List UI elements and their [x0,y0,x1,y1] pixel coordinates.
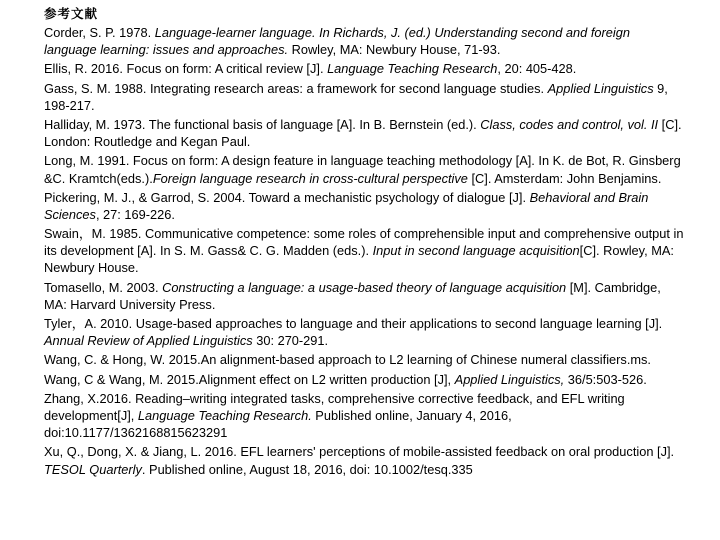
reference-text: Tomasello, M. 2003. [44,279,163,295]
reference-text: Wang, C & Wang, M. 2015.Alignment effect on L2 written production [J], [44,371,455,387]
reference-entry [44,279,684,313]
reference-entry [44,315,684,349]
references-page [44,5,684,480]
reference-italic-text: Language-learner language. In Richards, J. (ed.) Understanding second and foreign language learning: issues and approaches. [44,25,630,58]
reference-italic-text: Input in second language acquisition [372,243,580,259]
reference-text: [C]. London: Routledge and Kegan Paul. [44,117,682,150]
reference-entry [44,24,684,58]
reference-text: Tyler，A. 2010. Usage-based approaches to language and their applications to second language learning [J]. [44,316,663,331]
reference-text: Wang, C. & Hong, W. 2015.An alignment-based approach to L2 learning of Chinese numeral classifiers.ms. [44,352,651,368]
reference-text: Corder, S. P. 1978. [44,25,155,40]
reference-text: , 27: 169-226. [95,206,175,222]
reference-text: Zhang, X.2016. Reading–writing integrated tasks, comprehensive corrective feedback, and EFL writing development[J], [44,390,625,424]
reference-text: Xu, Q., Dong, X. & Jiang, L. 2016. EFL learners' perceptions of mobile-assisted feedback on oral production [J]. [44,444,675,460]
reference-entry [44,80,684,114]
reference-entry [44,60,684,77]
reference-italic-text: Language Teaching Research [327,61,498,77]
reference-text: . Published online, August 18, 2016, doi: 10.1002/tesq.335 [141,461,473,477]
reference-italic-text: Annual Review of Applied Linguistics [44,333,253,349]
reference-text: Ellis, R. 2016. Focus on form: A critical review [J]. [44,61,328,77]
reference-text: Rowley, MA: Newbury House, 71-93. [288,42,501,58]
references-heading: 参考文献 [44,7,99,21]
reference-entry [44,152,684,186]
reference-italic-text: Applied Linguistics, [454,371,565,387]
reference-text: [C]. Rowley, MA: Newbury House. [44,243,674,276]
reference-italic-text: Constructing a language: a usage-based theory of language acquisition [162,279,567,295]
reference-entry [44,351,684,368]
reference-entry [44,371,684,388]
reference-entry [44,225,684,276]
reference-text: Swain，M. 1985. Communicative competence: some roles of comprehensible input and comprehensive output in its development [A]. In S. M. Gass& C. G. Madden (eds.). [44,226,684,259]
reference-text: Published online, January 4, 2016, doi:10.1177/1362168815623291 [44,408,512,441]
reference-text: Long, M. 1991. Focus on form: A design feature in language teaching methodology [A]. In K. de Bot, R. Ginsberg &C. Kramtch(eds.). [44,153,681,186]
reference-text: 36/5:503-526. [564,371,647,387]
reference-text: Gass, S. M. 1988. Integrating research areas: a framework for second language studies. [44,80,548,96]
reference-text: 30: 270-291. [252,333,329,349]
reference-italic-text: Class, codes and control, vol. II [480,117,659,133]
reference-italic-text: Foreign language research in cross-cultural perspective [152,170,468,186]
reference-text: Halliday, M. 1973. The functional basis of language [A]. In B. Bernstein (ed.). [44,117,481,133]
reference-italic-text: Behavioral and Brain Sciences [44,189,649,222]
reference-list [44,24,684,478]
reference-text: , 20: 405-428. [497,61,577,77]
reference-entry [44,390,684,441]
reference-entry [44,116,684,150]
reference-text: [M]. Cambridge, MA: Harvard University Press. [44,279,661,312]
reference-italic-text: Applied Linguistics [547,80,654,96]
reference-entry [44,189,684,223]
reference-italic-text: TESOL Quarterly [44,461,142,477]
reference-entry [44,443,684,477]
reference-text: [C]. Amsterdam: John Benjamins. [467,170,662,186]
reference-text: Pickering, M. J., & Garrod, S. 2004. Toward a mechanistic psychology of dialogue [J]. [44,189,530,205]
reference-text: 9, 198-217. [44,80,668,113]
reference-italic-text: Language Teaching Research. [137,408,312,424]
